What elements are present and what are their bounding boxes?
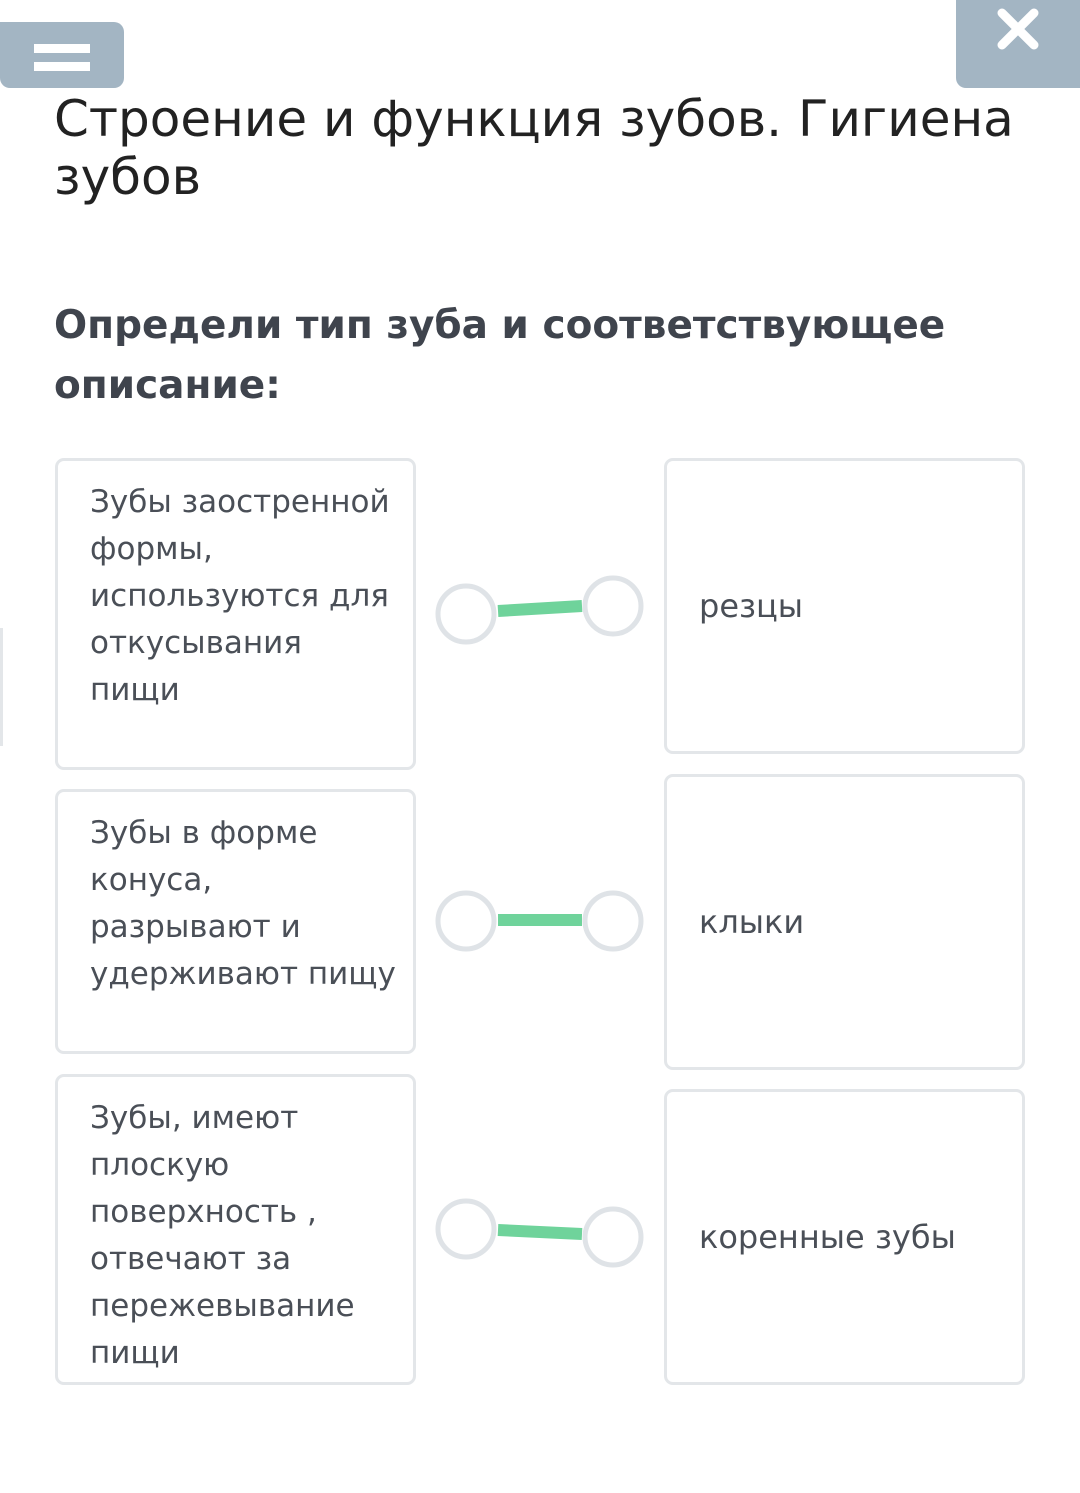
left-connector-dot[interactable] <box>438 1201 494 1257</box>
connector-line <box>498 606 582 611</box>
left-connector-dot[interactable] <box>438 893 494 949</box>
answer-text: резцы <box>699 587 804 625</box>
right-connector-dot[interactable] <box>585 893 641 949</box>
right-connector-dot[interactable] <box>585 578 641 634</box>
connector-3 <box>438 1201 641 1265</box>
description-text: Зубы заостренной формы, используются для откусывания пищи <box>90 484 390 708</box>
answer-text: клыки <box>699 903 805 941</box>
description-text: Зубы, имеют плоскую поверхность , отвечают за пережевывание пищи <box>90 1100 355 1371</box>
page-title: Строение и функция зубов. Гигиена зубов <box>54 90 1014 206</box>
left-connector-dot[interactable] <box>438 586 494 642</box>
connector-line <box>498 1230 582 1234</box>
connector-1 <box>438 578 641 642</box>
right-connector-dot[interactable] <box>585 1209 641 1265</box>
description-text: Зубы в форме конуса, разрывают и удерживают пищу <box>90 815 396 992</box>
connector-2 <box>438 893 641 949</box>
question-text: Определи тип зуба и соответствующее описание: <box>54 303 946 408</box>
answer-text: коренные зубы <box>699 1218 956 1256</box>
